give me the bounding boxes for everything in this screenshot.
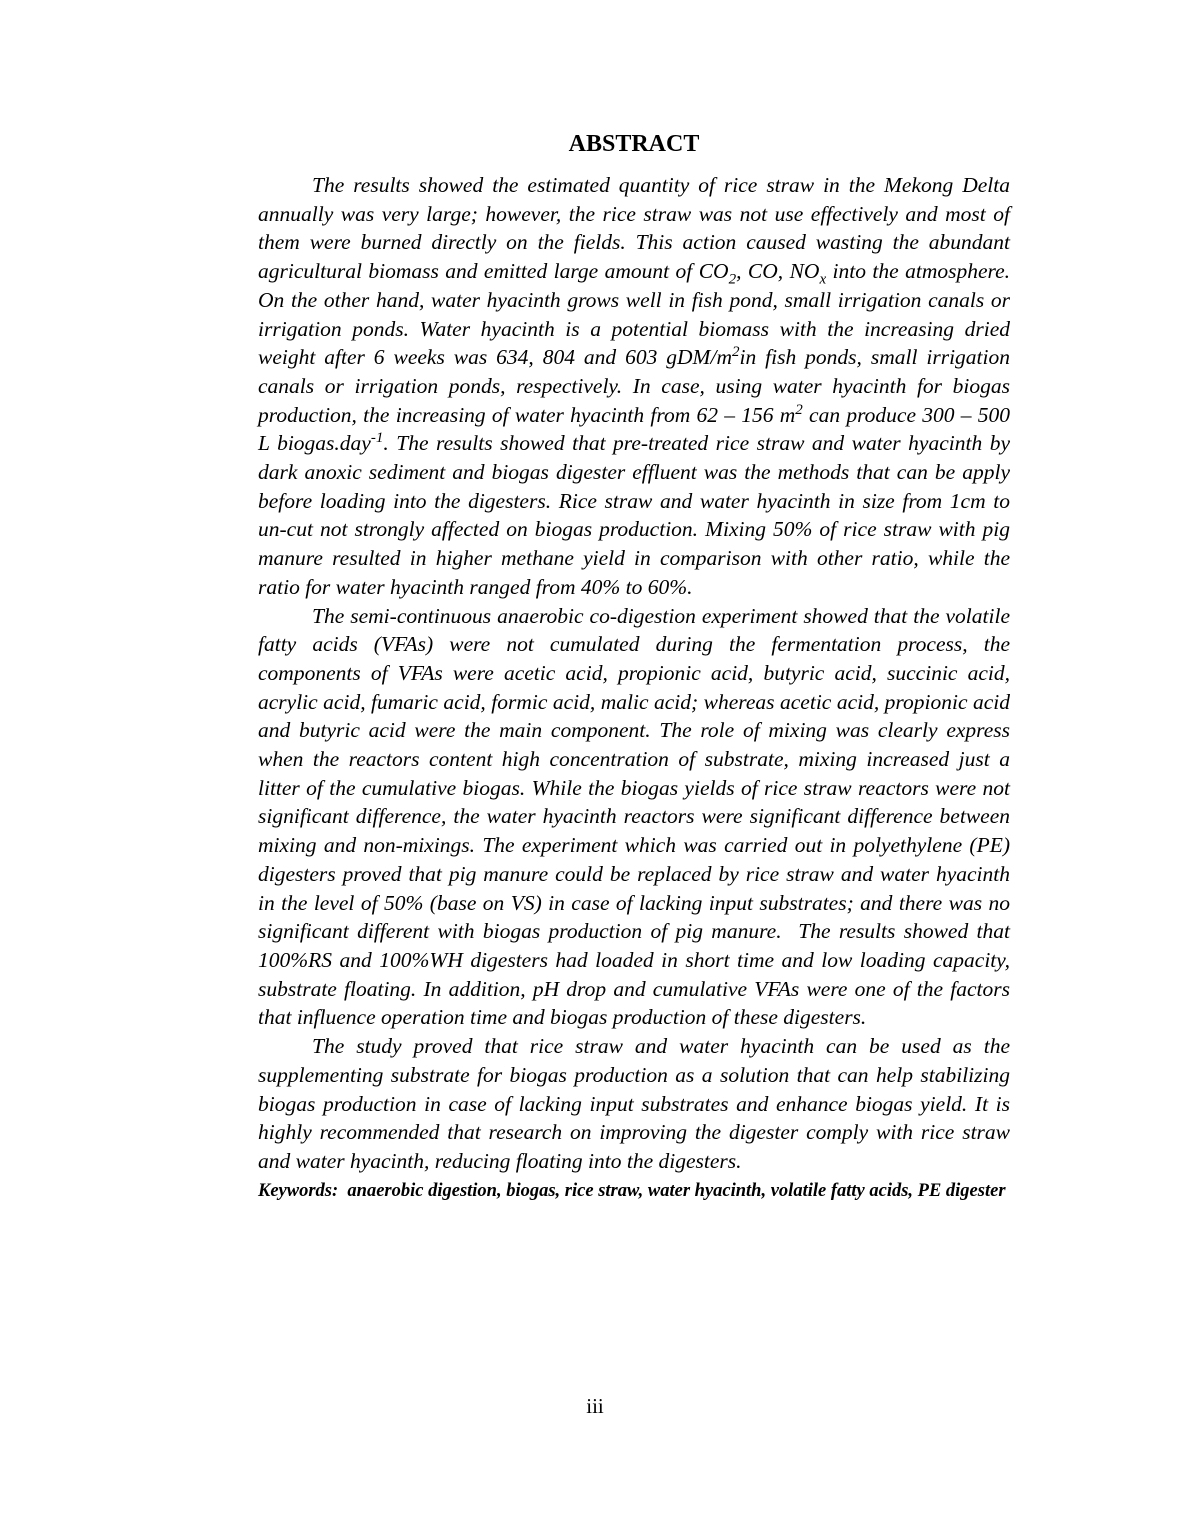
page-number: iii xyxy=(586,1394,604,1418)
nox-subscript: x xyxy=(819,271,827,288)
abstract-paragraph-1 xyxy=(258,171,1010,602)
m2-superscript-2: 2 xyxy=(795,401,803,418)
abstract-body xyxy=(258,171,1016,1203)
p1-text-2: , CO, NO xyxy=(736,259,820,284)
abstract-paragraph-3: The study proved that rice straw and water hyacinth can be used as the supplementing substrate for biogas production as a solution that can help stabilizing biogas production in case of lacking input substrates and enhance biogas yield. It is highly recommended that research on improving the digester comply with rice straw and water hyacinth, reducing floating into the digesters. xyxy=(258,1034,1010,1173)
keywords-line xyxy=(258,1180,1010,1203)
p1-text-1: The results showed the estimated quantity of rice straw in the Mekong Delta annually was very large; however, the rice straw was not use effectively and most of them were burned directly on the fields. This action caused wasting the abundant agricultural biomass and emitted large amount of CO xyxy=(258,173,1010,284)
p1-text-4: in fish ponds, small irrigation canals or irrigation ponds, respectively. In case, using water hyacinth for biogas production, the increasing of water hyacinth from 62 – 156 m xyxy=(258,345,1010,427)
per-day-superscript: -1 xyxy=(370,430,384,447)
m2-superscript-1: 2 xyxy=(731,344,740,361)
keywords-label: Keywords: xyxy=(258,1180,339,1201)
co2-subscript: 2 xyxy=(728,271,737,288)
abstract-heading: ABSTRACT xyxy=(568,131,700,157)
keywords-text: anaerobic digestion, biogas, rice straw, water hyacinth, volatile fatty acids, PE digester xyxy=(347,1180,1006,1201)
p1-text-6: . The results showed that pre-treated rice straw and water hyacinth by dark anoxic sediment and biogas digester effluent was the methods that can be apply before loading into the digesters. Rice straw and water hyacinth in size from 1cm to un-cut not strongly affected on biogas production. Mixing 50% of rice straw with pig manure resulted in higher methane yield in comparison with other ratio, while the ratio for water hyacinth ranged from 40% to 60%. xyxy=(258,431,1010,599)
abstract-paragraph-2: The semi-continuous anaerobic co-digestion experiment showed that the volatile fatty acids (VFAs) were not cumulated during the fermentation process, the components of VFAs were acetic acid, propionic acid, butyric acid, succinic acid, acrylic acid, fumaric acid, formic acid, malic acid; whereas acetic acid, propionic acid and butyric acid were the main component. The role of mixing was clearly express when the reactors content high concentration of substrate, mixing increased just a litter of the cumulative biogas. While the biogas yields of rice straw reactors were not significant difference, the water hyacinth reactors were significant difference between mixing and non-mixings. The experiment which was carried out in polyethylene (PE) digesters proved that pig manure could be replaced by rice straw and water hyacinth in the level of 50% (base on VS) in case of lacking input substrates; and there was no significant different with biogas production of pig manure. The results showed that 100%RS and 100%WH digesters had loaded in short time and low loading capacity, substrate floating. In addition, pH drop and cumulative VFAs were one of the factors that influence operation time and biogas production of these digesters. xyxy=(258,603,1016,1030)
p1-text-5: can produce 300 – 500 L biogas.day xyxy=(258,402,1010,456)
p1-text-3: into the atmosphere. On the other hand, water hyacinth grows well in fish pond, small irrigation canals or irrigation ponds. Water hyacinth is a potential biomass with the increasing dried weight after 6 weeks was 634, 804 and 603 gDM/m xyxy=(258,259,1010,370)
